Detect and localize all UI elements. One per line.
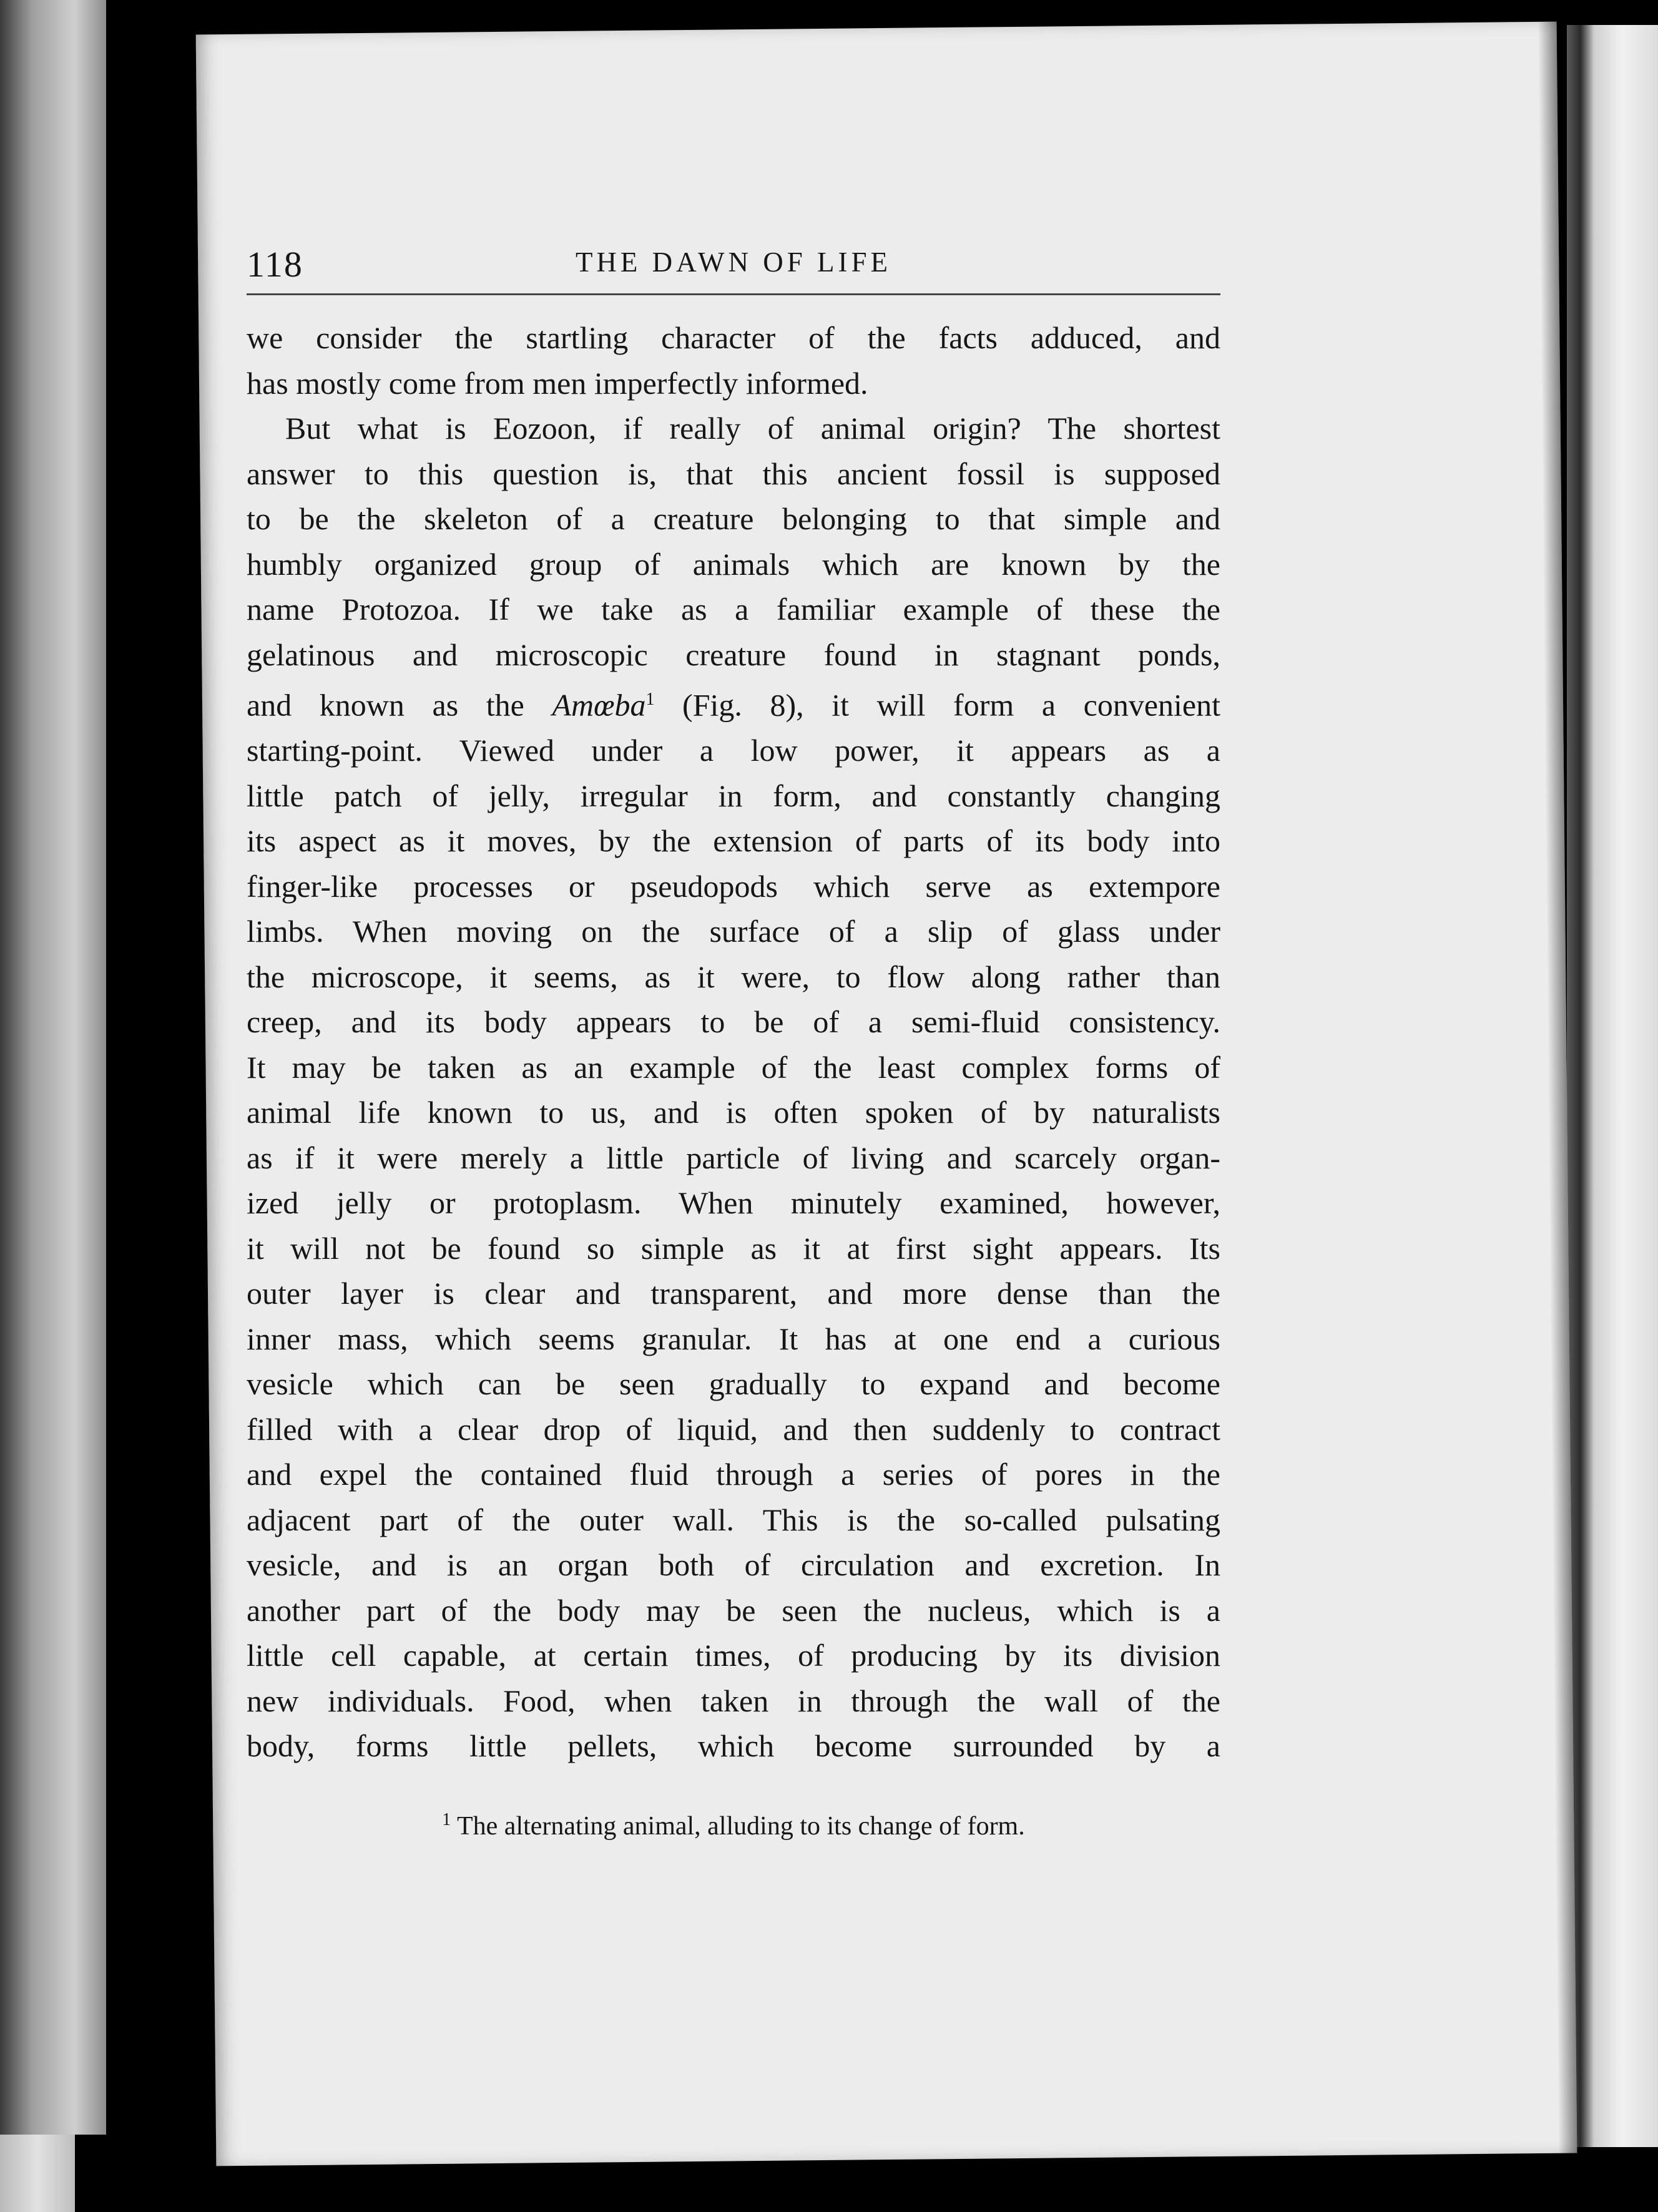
header-rule	[247, 293, 1220, 295]
text-line: vesicle, and is an organ both of circulation and excretion. In	[247, 1547, 1220, 1583]
text-line: limbs. When moving on the surface of a slip of glass under	[247, 914, 1220, 949]
text-line: we consider the startling character of the facts adduced, and	[247, 320, 1220, 355]
footnote-marker: 1	[442, 1810, 451, 1829]
text-line: little cell capable, at certain times, of producing by its division	[247, 1638, 1220, 1673]
italic-term: Amœba	[552, 687, 646, 723]
text-line: adjacent part of the outer wall. This is the so-called pulsating	[247, 1502, 1220, 1537]
text-line: answer to this question is, that this ancient fossil is supposed	[247, 456, 1220, 491]
text-line: to be the skeleton of a creature belonging to that simple and	[247, 501, 1220, 536]
body-text	[247, 315, 1220, 1769]
text-line: the microscope, it seems, as it were, to flow along rather than	[247, 959, 1220, 994]
text-line: ized jelly or protoplasm. When minutely examined, however,	[247, 1185, 1220, 1221]
page-edges-left-outer	[0, 0, 106, 2135]
text-run: and known as the	[247, 687, 552, 723]
text-line: finger-like processes or pseudopods which serve as extempore	[247, 868, 1220, 904]
text-line: vesicle which can be seen gradually to expand and become	[247, 1366, 1220, 1402]
running-title: THE DAWN OF LIFE	[575, 247, 892, 278]
page-edges-left-middle	[0, 2135, 75, 2212]
page-number: 118	[247, 244, 303, 285]
footnote	[247, 1810, 1220, 1841]
text-line: name Protozoa. If we take as a familiar example of these the	[247, 592, 1220, 627]
footnote-text: The alternating animal, alluding to its change of form.	[457, 1812, 1025, 1841]
text-line: and expel the contained fluid through a series of pores in the	[247, 1457, 1220, 1492]
text-line: inner mass, which seems granular. It has at one end a curious	[247, 1321, 1220, 1356]
facing-page-edge	[1567, 25, 1658, 2147]
text-line: another part of the body may be seen the nucleus, which is a	[247, 1592, 1220, 1628]
text-line: has mostly come from men imperfectly informed.	[247, 365, 868, 401]
text-line: as if it were merely a little particle of living and scarcely organ-	[247, 1140, 1220, 1175]
footnote-reference: 1	[645, 690, 655, 709]
text-line: But what is Eozoon, if really of animal origin? The shortest	[285, 411, 1220, 446]
text-line: its aspect as it moves, by the extension of parts of its body into	[247, 823, 1220, 859]
text-line	[247, 677, 1220, 728]
text-line: outer layer is clear and transparent, and more dense than the	[247, 1276, 1220, 1311]
text-line: filled with a clear drop of liquid, and then suddenly to contract	[247, 1411, 1220, 1447]
text-line: little patch of jelly, irregular in form, and constantly changing	[247, 778, 1220, 813]
text-line: animal life known to us, and is often spoken of by naturalists	[247, 1095, 1220, 1130]
text-line: It may be taken as an example of the least complex forms of	[247, 1049, 1220, 1085]
text-line: humbly organized group of animals which are known by the	[247, 546, 1220, 582]
text-line: starting-point. Viewed under a low power, it appears as a	[247, 733, 1220, 768]
text-line: new individuals. Food, when taken in through the wall of the	[247, 1683, 1220, 1718]
text-line: it will not be found so simple as it at first sight appears. Its	[247, 1230, 1220, 1266]
text-line: gelatinous and microscopic creature found in stagnant ponds,	[247, 637, 1220, 672]
text-line: creep, and its body appears to be of a semi-fluid consistency.	[247, 1004, 1220, 1040]
text-line: body, forms little pellets, which become surrounded by a	[247, 1728, 1220, 1764]
text-run: (Fig. 8), it will form a convenient	[654, 687, 1220, 723]
